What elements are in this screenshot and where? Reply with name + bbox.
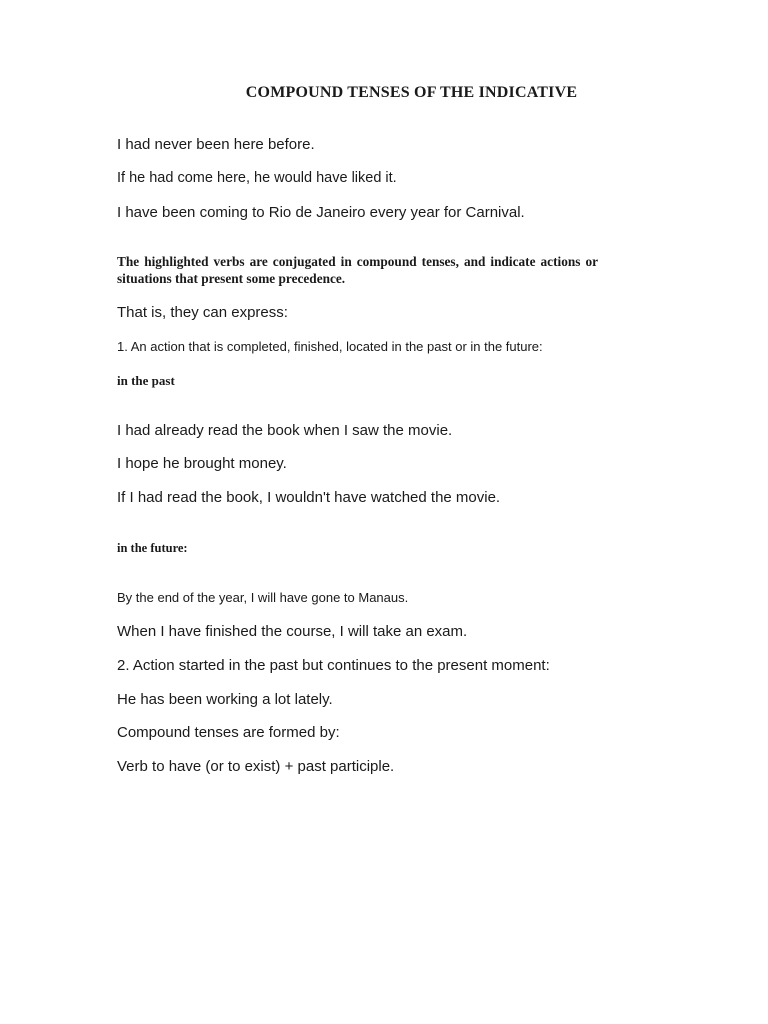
past-example: I had already read the book when I saw the movie. <box>117 422 453 439</box>
future-example: By the end of the year, I will have gone to Manaus. <box>117 590 409 605</box>
example-sentence: If he had come here, he would have liked it. <box>117 170 397 186</box>
past-heading: in the past <box>117 373 175 388</box>
formation-intro: Compound tenses are formed by: <box>117 724 340 741</box>
point-two-example: He has been working a lot lately. <box>117 691 333 708</box>
future-heading: in the future: <box>117 541 188 555</box>
page-title: COMPOUND TENSES OF THE INDICATIVE <box>245 84 578 101</box>
example-sentence: I had never been here before. <box>117 136 315 153</box>
example-sentence: I have been coming to Rio de Janeiro every year for Carnival. <box>117 204 525 221</box>
future-example: When I have finished the course, I will take an exam. <box>117 623 468 640</box>
point-two-text: 2. Action started in the past but continues to the present moment: <box>117 657 550 674</box>
past-example: I hope he brought money. <box>117 455 287 472</box>
past-example: If I had read the book, I wouldn't have watched the movie. <box>117 489 501 506</box>
formation-rule: Verb to have (or to exist) + past participle. <box>117 758 395 775</box>
that-is-text: That is, they can express: <box>117 304 288 321</box>
explanation-paragraph: The highlighted verbs are conjugated in compound tenses, and indicate actions or situations that present some precedence. <box>117 254 598 286</box>
point-one-text: 1. An action that is completed, finished, located in the past or in the future: <box>117 339 543 354</box>
